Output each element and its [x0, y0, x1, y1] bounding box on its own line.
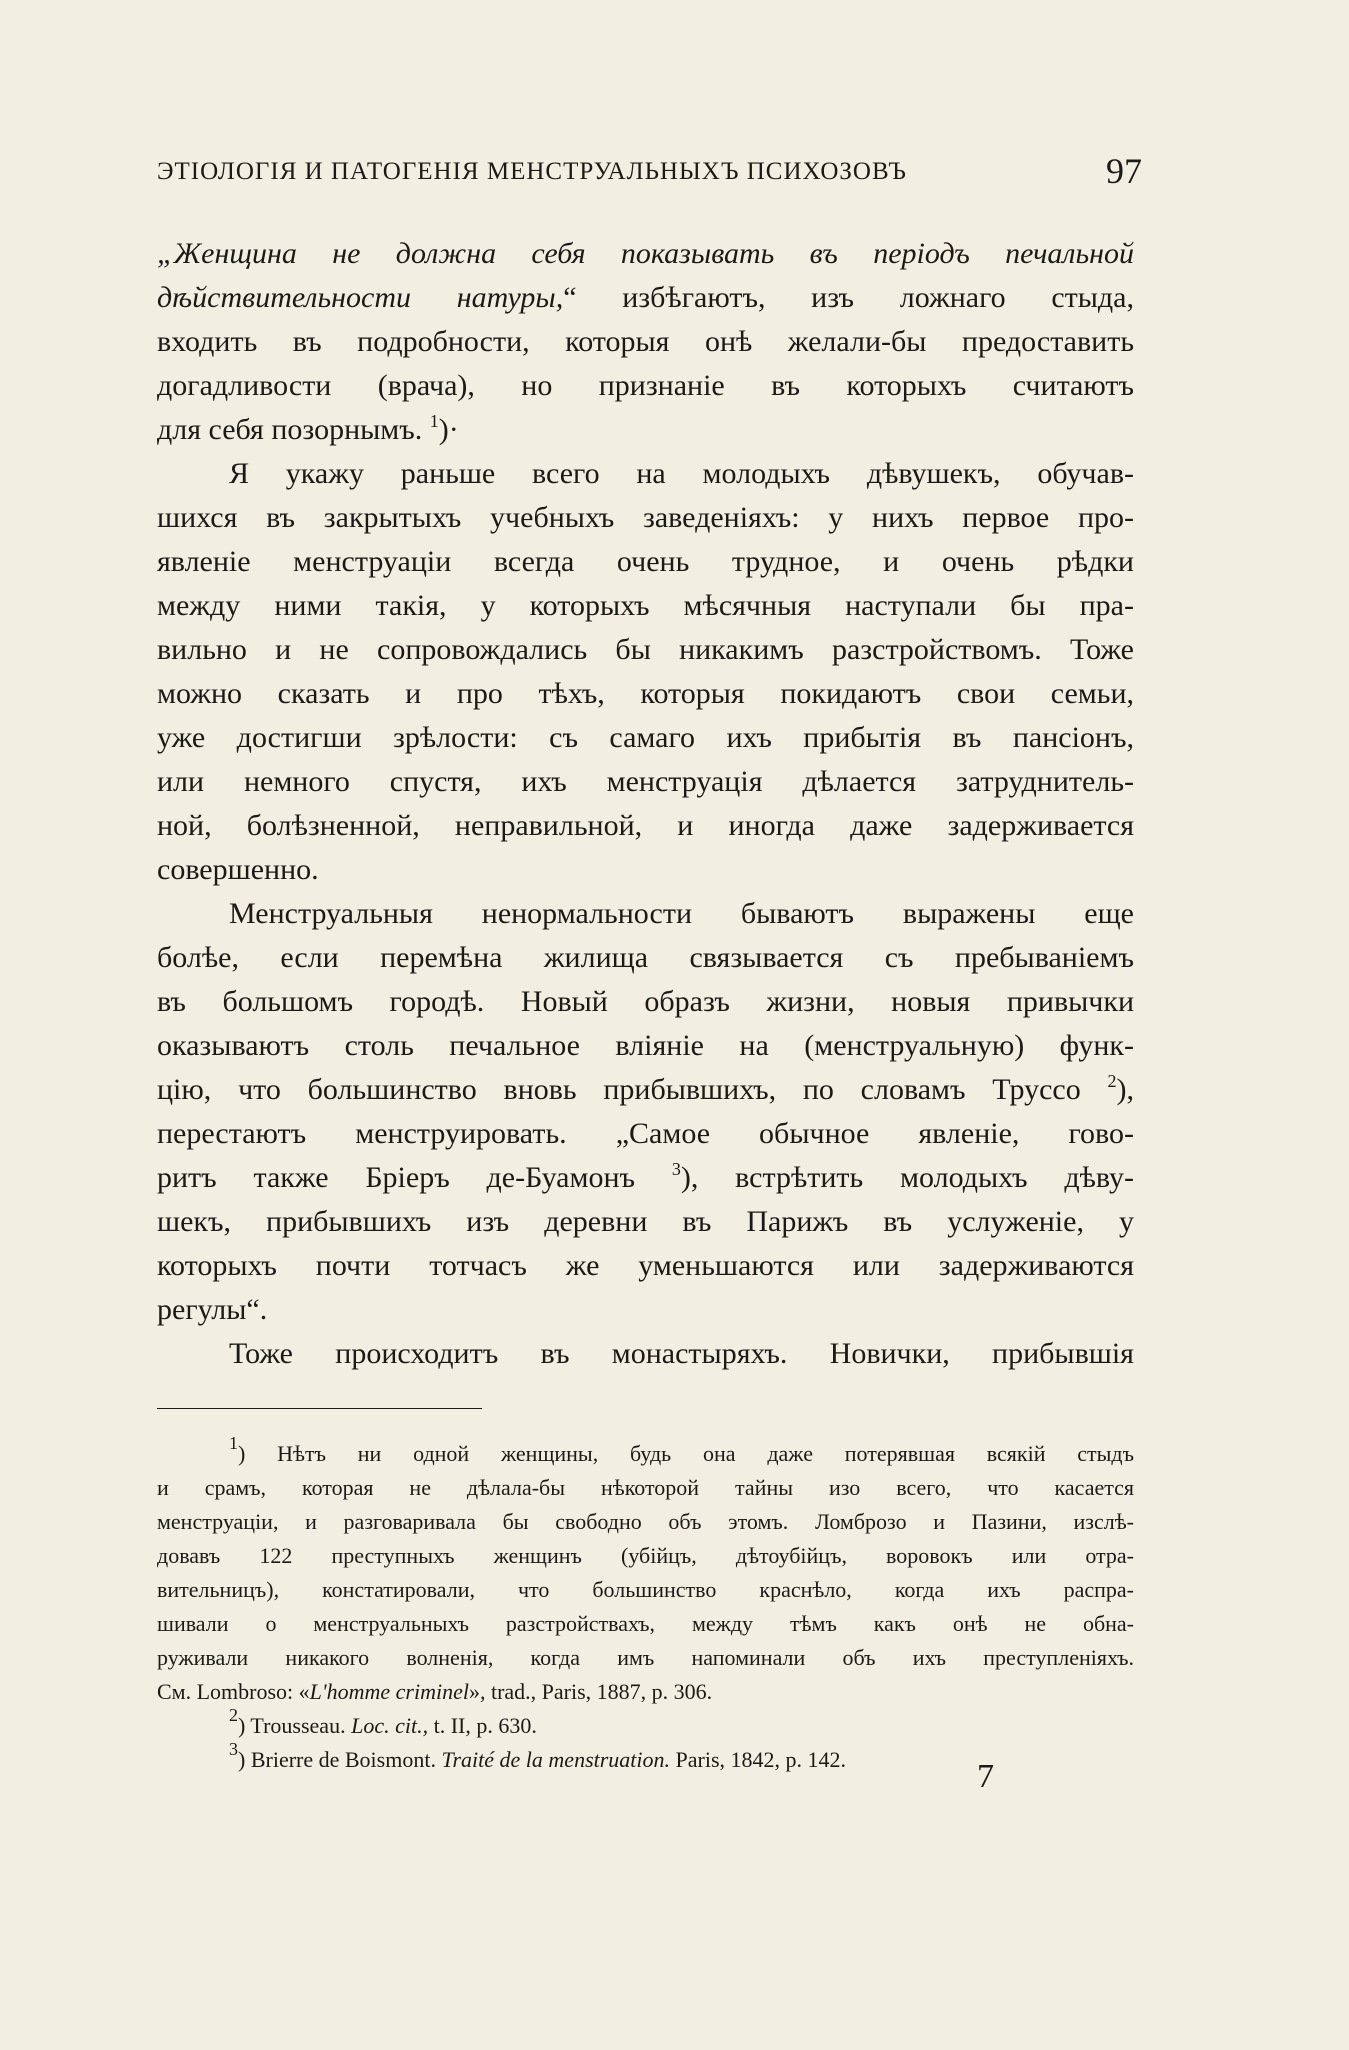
body-line [157, 936, 1134, 980]
text-run: входить въ подробности, которыя онѣ желали-бы предоставить [157, 325, 1134, 358]
text-run: Loc. cit., [351, 1713, 429, 1738]
body-line [157, 628, 1134, 672]
text-run: довавъ 122 преступныхъ женщинъ (убійцъ, дѣтоубійцъ, воровокъ или отра- [157, 1543, 1134, 1568]
body-line [157, 364, 1134, 408]
page-header [157, 150, 1142, 200]
text-run: болѣе, если перемѣна жилища связывается съ пребываніемъ [157, 941, 1134, 974]
text-run: Paris, 1842, p. 142. [670, 1747, 847, 1772]
body-line [157, 804, 1134, 848]
body-line [157, 1200, 1134, 1244]
text-run: и срамъ, которая не дѣлала-бы нѣкоторой тайны изо всего, что касается [157, 1475, 1134, 1500]
text-run: вительницъ), констатировали, что большинство краснѣло, когда ихъ распра- [157, 1577, 1134, 1602]
running-title: ЭТІОЛОГІЯ И ПАТОГЕНІЯ МЕНСТРУАЛЬНЫХЪ ПСИХОЗОВЪ [157, 158, 907, 185]
page-number: 97 [1106, 151, 1142, 191]
text-run: Traité de la menstruation. [441, 1747, 671, 1772]
text-run: оказываютъ столь печальное вліяніе на (менструальную) функ- [157, 1029, 1134, 1062]
footnote-ref: 1 [229, 1433, 238, 1453]
text-run: между ними такія, у которыхъ мѣсячныя наступали бы пра- [157, 589, 1134, 622]
footnote-divider [157, 1408, 482, 1409]
body-line [157, 496, 1134, 540]
footnote-line [157, 1505, 1134, 1539]
text-run: уже достигши зрѣлости: съ самаго ихъ прибытія въ пансіонъ, [157, 721, 1134, 754]
text-run: для себя позорнымъ. [157, 413, 430, 446]
text-run: )· [438, 413, 459, 446]
text-run: въ большомъ городѣ. Новый образъ жизни, новыя привычки [157, 985, 1134, 1018]
footnote-ref: 3 [229, 1739, 238, 1759]
text-run: Я укажу раньше всего на молодыхъ дѣвушекъ, обучав- [229, 457, 1134, 490]
footnote-ref: 1 [429, 411, 439, 431]
text-run: регулы“. [157, 1293, 268, 1326]
text-run: вильно и не сопровождались бы никакимъ разстройствомъ. Тоже [157, 633, 1134, 666]
body-text [157, 232, 1134, 1376]
text-run: t. II, p. 630. [428, 1713, 537, 1738]
body-line [157, 276, 1134, 320]
body-line [157, 672, 1134, 716]
text-run: Тоже происходитъ въ монастыряхъ. Новички, прибывшія [229, 1337, 1134, 1370]
text-run: явленіе менструаціи всегда очень трудное, и очень рѣдки [157, 545, 1134, 578]
footnote-line [157, 1433, 1134, 1471]
text-run: можно сказать и про тѣхъ, которыя покидаютъ свои семьи, [157, 677, 1134, 710]
footnote-line [157, 1471, 1134, 1505]
text-run: „Женщина не должна себя показывать въ періодъ печальной [157, 237, 1134, 270]
footnote-line [157, 1641, 1134, 1675]
text-run: См. Lombroso: « [157, 1679, 310, 1704]
text-run: Менструальныя ненормальности бываютъ выражены еще [229, 897, 1134, 930]
body-line [157, 1332, 1134, 1376]
text-run: менструаціи, и разговаривала бы свободно объ этомъ. Ломброзо и Пазини, изслѣ- [157, 1509, 1134, 1534]
footnote-line [157, 1573, 1134, 1607]
text-run: догадливости (врача), но признаніе въ которыхъ считаютъ [157, 369, 1134, 402]
text-run: или немного спустя, ихъ менструація дѣлается затруднитель- [157, 765, 1134, 798]
text-run: перестаютъ менструировать. „Самое обычное явленіе, гово- [157, 1117, 1134, 1150]
text-run: ной, болѣзненной, неправильной, и иногда даже задерживается [157, 809, 1134, 842]
text-run: L'homme criminel [309, 1679, 469, 1704]
body-line [157, 540, 1134, 584]
body-line [157, 716, 1134, 760]
footnote-ref: 2 [1107, 1071, 1117, 1091]
body-line [157, 892, 1134, 936]
text-run: шихся въ закрытыхъ учебныхъ заведеніяхъ: у нихъ первое про- [157, 501, 1134, 534]
text-run: которыхъ почти тотчасъ же уменьшаются или задерживаются [157, 1249, 1134, 1282]
body-line [157, 1288, 1134, 1332]
text-run: дѣйствительности натуры, [157, 281, 564, 314]
footnote-line [157, 1539, 1134, 1573]
body-line [157, 1024, 1134, 1068]
footnote-line [157, 1705, 1134, 1743]
body-line [157, 1112, 1134, 1156]
body-line [157, 848, 1134, 892]
text-run: цію, что большинство вновь прибывшихъ, по словамъ Труссо [157, 1073, 1108, 1106]
text-run: ), встрѣтить молодыхъ дѣву- [680, 1161, 1135, 1194]
text-run: совершенно. [157, 853, 319, 886]
body-line [157, 452, 1134, 496]
footnote-line [157, 1607, 1134, 1641]
text-run: шекъ, прибывшихъ изъ деревни въ Парижъ въ услуженіе, у [157, 1205, 1134, 1238]
text-run: руживали никакого волненія, когда имъ напоминали объ ихъ преступленіяхъ. [157, 1645, 1134, 1670]
signature-mark: 7 [977, 1758, 994, 1795]
footnote-ref: 3 [671, 1159, 681, 1179]
text-run: ) Нѣтъ ни одной женщины, будь она даже потерявшая всякій стыдъ [238, 1441, 1134, 1466]
body-line [157, 320, 1134, 364]
text-run: шивали о менструальныхъ разстройствахъ, между тѣмъ какъ онѣ не обна- [157, 1611, 1134, 1636]
footnotes [157, 1433, 1134, 1777]
body-line [157, 980, 1134, 1024]
body-line [157, 584, 1134, 628]
body-line [157, 1068, 1134, 1112]
footnote-ref: 2 [229, 1705, 238, 1725]
text-run: ), [1116, 1073, 1134, 1106]
body-line [157, 408, 1134, 452]
text-run: ритъ также Бріеръ де-Буамонъ [157, 1161, 672, 1194]
body-line [157, 1156, 1134, 1200]
text-run: », trad., Paris, 1887, p. 306. [468, 1679, 713, 1704]
text-run: “ избѣгаютъ, изъ ложнаго стыда, [563, 281, 1134, 314]
text-run: ) Brierre de Boismont. [238, 1747, 442, 1772]
body-line [157, 232, 1134, 276]
footnote-line [157, 1675, 1134, 1709]
text-run: ) Trousseau. [238, 1713, 352, 1738]
body-line [157, 760, 1134, 804]
body-line [157, 1244, 1134, 1288]
